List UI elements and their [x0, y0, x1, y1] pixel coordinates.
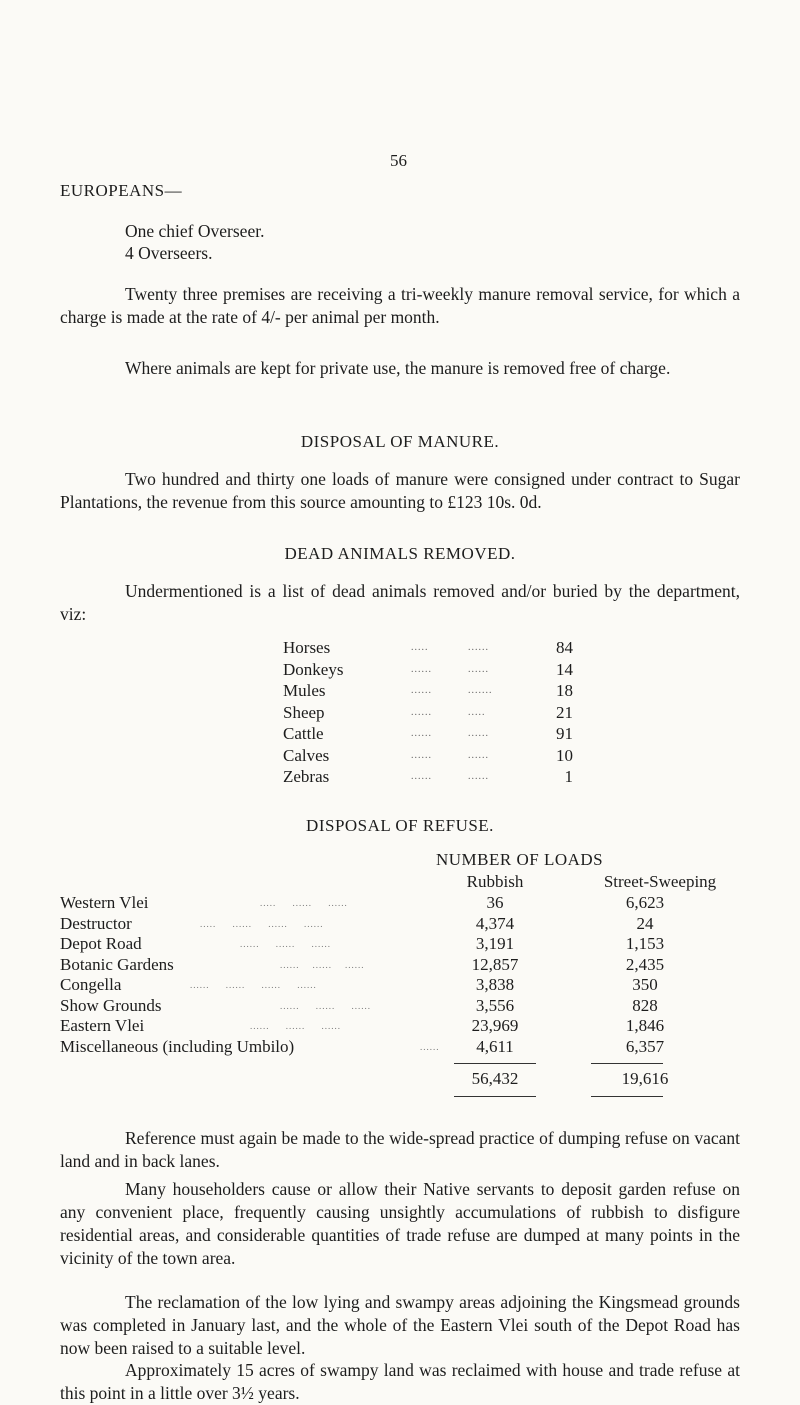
animal-count: 21 [556, 702, 573, 722]
dead-animals-list [283, 638, 573, 789]
animal-name: Sheep [283, 702, 325, 722]
private-use-text: Where animals are kept for private use, the manure is removed free of charge. [125, 358, 671, 378]
animal-name: Mules [283, 681, 326, 700]
dumping-text: Reference must again be made to the wide-spread practice of dumping refuse on vacant land and in back lanes. [60, 1128, 740, 1171]
animal-count: 1 [564, 767, 573, 786]
disposal-of-manure-heading: DISPOSAL OF MANURE. [300, 432, 500, 451]
rubbish-cell: 3,838 [475, 975, 515, 994]
leader-dots: ....... [468, 685, 493, 696]
dead-animals-heading: DEAD ANIMALS REMOVED. [284, 544, 516, 563]
rubbish-cell: 4,374 [475, 913, 515, 933]
leader-dots: ...... [411, 663, 432, 675]
leader-dots: ..... [468, 706, 486, 718]
list-item [283, 703, 573, 725]
leader-dots: ...... [468, 728, 489, 739]
total-rule-bottom [591, 1096, 663, 1097]
list-item [283, 681, 573, 703]
leader-dots: ...... [468, 663, 489, 675]
column-header-rubbish: Rubbish [466, 872, 524, 891]
street-sweeping-cell: 24 [636, 913, 654, 933]
private-use-paragraph [60, 357, 740, 380]
leader-dots: ...... [420, 1041, 440, 1052]
location-cell: Miscellaneous (including Umbilo) [60, 1036, 295, 1056]
list-item [283, 724, 573, 746]
street-sweeping-cell: 1,846 [625, 1016, 665, 1035]
table-row [60, 975, 760, 996]
leader-dots: ...... [411, 771, 432, 782]
rubbish-cell: 36 [486, 893, 504, 912]
animal-name: Zebras [283, 767, 330, 786]
disposal-of-refuse-heading: DISPOSAL OF REFUSE. [306, 816, 494, 835]
europeans-heading: EUROPEANS— [60, 181, 183, 200]
leader-dots: ...... [468, 771, 489, 782]
leader-dots: ...... ...... ...... [280, 959, 365, 970]
total-rule-top [454, 1063, 536, 1064]
list-item [283, 660, 573, 682]
column-header-street-sweeping: Street-Sweeping [603, 872, 717, 891]
list-item [283, 767, 573, 789]
rubbish-cell: 23,969 [471, 1016, 519, 1035]
reclamation-paragraph [60, 1291, 740, 1360]
table-row [60, 934, 760, 955]
street-sweeping-total: 19,616 [621, 1069, 669, 1088]
animal-count: 14 [556, 659, 573, 679]
leader-dots: ...... [468, 749, 489, 761]
rubbish-cell: 3,556 [475, 995, 515, 1015]
table-row [60, 996, 760, 1017]
leader-dots: ...... [468, 642, 489, 653]
leader-dots: ...... [411, 728, 432, 739]
street-sweeping-cell: 1,153 [625, 934, 665, 953]
location-cell: Eastern Vlei [60, 1016, 145, 1035]
rubbish-cell: 4,611 [476, 1036, 514, 1056]
location-cell: Western Vlei [60, 893, 149, 912]
list-item [283, 638, 573, 660]
rubbish-total: 56,432 [471, 1069, 519, 1088]
list-item [283, 746, 573, 768]
street-sweeping-cell: 828 [632, 995, 658, 1015]
leader-dots: ..... ...... ...... [260, 898, 348, 908]
table-row [60, 1016, 760, 1037]
table-row [60, 893, 760, 914]
leader-dots: ...... [411, 706, 432, 718]
street-sweeping-cell: 6,357 [625, 1036, 665, 1056]
street-sweeping-cell: 350 [632, 975, 658, 994]
leader-dots: ...... ...... ...... ...... [190, 980, 317, 990]
total-rule-bottom [454, 1096, 536, 1097]
manure-removal-paragraph [60, 283, 740, 329]
animal-name: Horses [283, 638, 331, 657]
leader-dots: ..... ...... ...... ...... [200, 918, 324, 929]
location-cell: Depot Road [60, 934, 142, 953]
animal-name: Donkeys [283, 659, 344, 679]
number-of-loads-heading: NUMBER OF LOADS [436, 850, 604, 869]
disposal-of-manure-paragraph [60, 468, 740, 514]
acres-paragraph [60, 1359, 740, 1405]
street-sweeping-cell: 2,435 [625, 954, 665, 974]
householders-paragraph [60, 1178, 740, 1270]
location-cell: Botanic Gardens [60, 954, 174, 974]
table-row [60, 955, 760, 976]
table-row [60, 1037, 760, 1058]
location-cell: Show Grounds [60, 995, 162, 1015]
location-cell: Congella [60, 975, 122, 994]
leader-dots: ...... ...... ...... [250, 1021, 341, 1031]
animal-count: 84 [556, 638, 573, 657]
table-row [60, 914, 760, 935]
rubbish-cell: 12,857 [471, 954, 519, 974]
leader-dots: ..... [411, 642, 429, 653]
rubbish-cell: 3,191 [475, 934, 515, 953]
dead-animals-intro-text: Undermentioned is a list of dead animals removed and/or buried by the department, viz: [60, 581, 740, 624]
total-rule-top [591, 1063, 663, 1064]
manure-removal-text: Twenty three premises are receiving a tri-weekly manure removal service, for which a charge is made at the rate of 4/- per animal per month. [60, 284, 740, 327]
householders-text: Many householders cause or allow their Native servants to deposit garden refuse on any convenient place, frequently causing unsightly accumulations of rubbish to disfigure residential areas, and considerable quantities of trade refuse are dumped at many points in the vicinity of the town area. [60, 1179, 740, 1268]
dumping-paragraph [60, 1127, 740, 1173]
animal-name: Cattle [283, 724, 324, 743]
staff-line-1: One chief Overseer. [125, 221, 265, 241]
page-number: 56 [390, 151, 407, 170]
animal-name: Calves [283, 745, 330, 765]
animal-count: 18 [556, 681, 573, 700]
acres-text: Approximately 15 acres of swampy land was reclaimed with house and trade refuse at this point in a little over 3½ years. [60, 1360, 740, 1403]
location-cell: Destructor [60, 913, 132, 933]
animal-count: 10 [556, 745, 573, 765]
street-sweeping-cell: 6,623 [625, 893, 665, 912]
reclamation-text: The reclamation of the low lying and swampy areas adjoining the Kingsmead grounds was completed in January last, and the whole of the Eastern Vlei south of the Depot Road has now been raised to a suitable level. [60, 1292, 740, 1358]
leader-dots: ...... ...... ...... [280, 1000, 371, 1011]
leader-dots: ...... [411, 685, 432, 696]
leader-dots: ...... [411, 749, 432, 761]
dead-animals-intro [60, 580, 740, 626]
animal-count: 91 [556, 724, 573, 743]
refuse-table [60, 893, 760, 1057]
disposal-of-manure-text: Two hundred and thirty one loads of manure were consigned under contract to Sugar Plantations, the revenue from this source amounting to £123 10s. 0d. [60, 469, 740, 512]
leader-dots: ...... ...... ...... [240, 939, 331, 949]
staff-line-2: 4 Overseers. [125, 243, 213, 263]
